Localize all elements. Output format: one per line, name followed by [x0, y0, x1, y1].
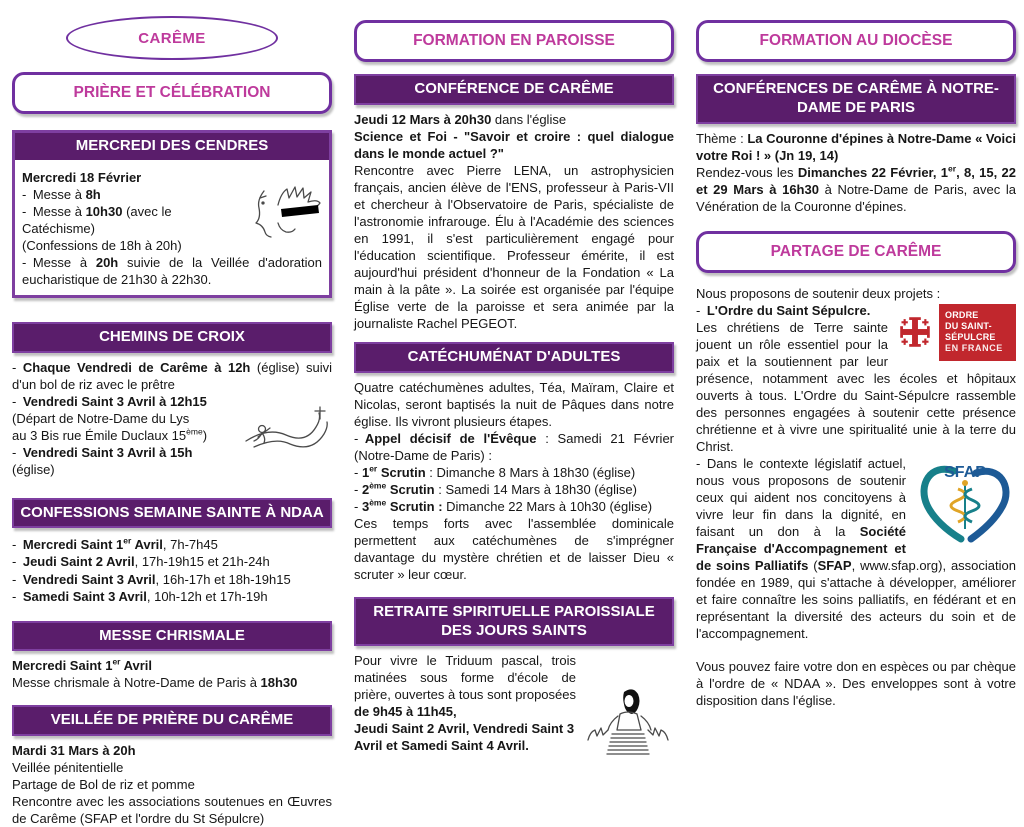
- section-chemins-de-croix: [12, 322, 332, 478]
- section-body: [354, 111, 674, 332]
- section-mercredi-des-cendres: [12, 130, 332, 298]
- text-paragraph-don: Vous pouvez faire votre don en espèces ou par chèque à l'ordre de « NDAA ». Des enveloppes sont à votre disposition dans l'église.: [696, 658, 1016, 708]
- text-line: - 3ème Scrutin : Dimanche 22 Mars à 10h30 (église): [354, 497, 653, 514]
- text-paragraph: Rendez-vous les Dimanches 22 Février, 1er, 8, 15, 22 et 29 Mars à 16h30 à Notre-Dame de Paris, avec la Vénération de la Couronne d'épines.: [696, 163, 1017, 214]
- text-line: - Chaque Vendredi de Carême à 12h (église) suivi d'un bol de riz avec le prêtre: [12, 359, 333, 392]
- text-line: - Jeudi Saint 2 Avril, 17h-19h15 et 21h-24h: [12, 554, 270, 570]
- section-body: [696, 130, 1016, 215]
- text-line: Veillée pénitentielle: [12, 760, 124, 776]
- section-veillee-de-priere: [12, 705, 332, 827]
- text-line: Nous proposons de soutenir deux projets :: [696, 285, 941, 301]
- text-line: Messe chrismale à Notre-Dame de Paris à 18h30: [12, 675, 298, 691]
- text-line: - Samedi Saint 3 Avril, 10h-12h et 17h-19h: [12, 588, 268, 604]
- text-paragraph: Thème : La Couronne d'épines à Notre-Dame « Voici votre Roi ! » (Jn 19, 14): [696, 130, 1017, 163]
- text-line: - Messe à 20h suivie de la Veillée d'adoration eucharistique de 21h30 à 22h30.: [22, 254, 322, 287]
- text-line: Jeudi Saint 2 Avril, Vendredi Saint 3 Avril et Samedi Saint 4 Avril.: [354, 721, 575, 754]
- section-body: [12, 657, 332, 691]
- ordre-logo-line: ORDRE: [945, 309, 979, 320]
- text-paragraph: - Dans le contexte législatif actuel, nous vous proposons de soutenir ceux qui aident nos concitoyens à vivre leur fin dans la dignité, en faisant un don à la Société Française d'Accompagnement et de soins Palliatifs (SFAP, www.sfap.org), association fondée en 1989, qui s'attache à développer, améliorer et faire connaître les soins palliatifs, en fédérant et en représentant la diversité des acteurs du soin et de l'accompagnement.: [696, 455, 1016, 641]
- text-line: - Appel décisif de l'Évêque : Samedi 21 Février (Notre-Dame de Paris) :: [354, 430, 675, 463]
- section-title-mercredi-des-cendres: MERCREDI DES CENDRES: [15, 133, 329, 160]
- text-paragraph: Pour vivre le Triduum pascal, trois matinées sous forme d'école de prière, ouvertes à tous sont proposées de 9h45 à 11h45,: [354, 653, 576, 720]
- section-messe-chrismale: [12, 621, 332, 692]
- banner-priere-et-celebration: PRIÈRE ET CÉLÉBRATION: [12, 72, 332, 114]
- text-line: - L'Ordre du Saint Sépulcre.: [696, 302, 871, 318]
- column-formation-en-paroisse: [354, 6, 674, 827]
- section-title-retraite: RETRAITE SPIRITUELLE PAROISSIALE DES JOURS SAINTS: [354, 597, 674, 647]
- ordre-saint-sepulcre-logo: [896, 304, 1016, 361]
- text-line: Partage de Bol de riz et pomme: [12, 777, 195, 793]
- text-paragraph: Les chrétiens de Terre sainte jouent un rôle essentiel pour la paix et la soutiennent par leur présence, notamment avec les écoles et hôpitaux ouverts à tous. L'Ordre du Saint-Sépulcre rassemble des personnes engagées à soutenir cette présence chrétienne et à vivre une spiritualité unie à la terre du Christ.: [696, 319, 1016, 454]
- text-paragraph: Ces temps forts avec l'assemblée dominicale permettent aux catéchumènes de s'imprégner davantage du mystère chrétien et de laisser Dieu « scruter » leur cœur.: [354, 515, 674, 582]
- column-priere-et-celebration: [12, 6, 332, 827]
- section-title-chemins-de-croix: CHEMINS DE CROIX: [12, 322, 332, 353]
- sfap-heart-logo: [914, 455, 1016, 547]
- text-line: - Vendredi Saint 3 Avril à 15h (église): [12, 444, 193, 477]
- section-body: [15, 166, 329, 295]
- prayer-school-illustration: [582, 688, 674, 760]
- careme-oval-badge: [66, 16, 278, 60]
- section-retraite-spirituelle: [354, 597, 674, 755]
- section-body: [12, 742, 332, 827]
- text-line: Mardi 31 Mars à 20h: [12, 743, 136, 759]
- sfap-logo-label: SFAP: [944, 463, 986, 481]
- column-formation-au-diocese: [696, 6, 1016, 827]
- section-body: [354, 652, 674, 754]
- ordre-logo-line: SÉPULCRE: [945, 332, 996, 343]
- ordre-logo-line: DU SAINT-: [945, 320, 992, 331]
- text-line: - 1er Scrutin : Dimanche 8 Mars à 18h30 (église): [354, 463, 636, 480]
- section-conference-de-careme: [354, 74, 674, 332]
- banner-formation-au-diocese: FORMATION AU DIOCÈSE: [696, 20, 1016, 62]
- text-line: - Messe à 10h30 (avec le Catéchisme): [22, 203, 172, 236]
- text-line: Science et Foi - "Savoir et croire : quel dialogue dans le monde actuel ?": [354, 128, 674, 161]
- banner-partage-de-careme: PARTAGE DE CARÊME: [696, 231, 1016, 273]
- ordre-logo-line: EN FRANCE: [945, 343, 1003, 354]
- section-body: [354, 379, 674, 583]
- text-paragraph: Rencontre avec Pierre LENA, un astrophysicien français, ancien élève de l'ENS, professeur à Paris-VII et chercheur à l'Observatoire de Paris, spécialiste de l'astronomie infrarouge. Élu à l'Académie des sciences en 1991, il s'est particulièrement engagé pour l'éducation scientifique. Professeur émérite, il est aujourd'hui président d'honneur de la Fondation « La main à la pâte ». La soirée est organisée par l'équipe Église verte de la paroisse et sera animée par la journaliste Rachel PEGEOT.: [354, 162, 674, 331]
- banner-formation-en-paroisse: FORMATION EN PAROISSE: [354, 20, 674, 62]
- text-line: Mercredi 18 Février: [22, 169, 142, 185]
- ash-cross-forehead-illustration: [248, 183, 322, 241]
- text-line: (Départ de Notre-Dame du Lys: [12, 410, 190, 426]
- way-of-the-cross-illustration: [240, 397, 332, 449]
- text-line: - Vendredi Saint 3 Avril, 16h-17h et 18h-19h15: [12, 571, 291, 587]
- text-line: (Confessions de 18h à 20h): [22, 237, 182, 253]
- section-partage-body: [696, 285, 1016, 709]
- section-conferences-notre-dame: [696, 74, 1016, 215]
- section-title-conferences-nd: CONFÉRENCES DE CARÊME À NOTRE-DAME DE PARIS: [696, 74, 1016, 124]
- careme-badge-label: CARÊME: [138, 29, 206, 47]
- text-line: - Mercredi Saint 1er Avril, 7h-7h45: [12, 536, 218, 553]
- text-paragraph: Quatre catéchumènes adultes, Téa, Maïram, Claire et Nicolas, seront baptisés la nuit de Pâques dans notre église. Ils vivront plusieurs étapes.: [354, 379, 674, 429]
- section-catechumenat-adultes: [354, 342, 674, 583]
- text-line: au 3 Bis rue Émile Duclaux 15ème): [12, 426, 208, 443]
- section-title-veillee: VEILLÉE DE PRIÈRE DU CARÊME: [12, 705, 332, 736]
- section-body: [12, 536, 332, 604]
- section-body: [12, 359, 332, 478]
- section-confessions-semaine-sainte: [12, 498, 332, 605]
- text-line: Jeudi 12 Mars à 20h30 dans l'église: [354, 111, 567, 127]
- ordre-logo-textbox: [939, 304, 1016, 361]
- section-title-confessions: CONFESSIONS SEMAINE SAINTE À NDAA: [12, 498, 332, 529]
- text-line: Rencontre avec les associations soutenues en Œuvres de Carême (SFAP et l'ordre du St Sépulcre): [12, 794, 332, 827]
- section-title-messe-chrismale: MESSE CHRISMALE: [12, 621, 332, 652]
- text-line: - 2ème Scrutin : Samedi 14 Mars à 18h30 (église): [354, 480, 637, 497]
- text-line: - Messe à 8h: [22, 186, 101, 202]
- section-title-catechumenat: CATÉCHUMÉNAT D'ADULTES: [354, 342, 674, 373]
- text-line: - Vendredi Saint 3 Avril à 12h15: [12, 393, 207, 409]
- text-line: Mercredi Saint 1er Avril: [12, 656, 153, 674]
- section-title-conference: CONFÉRENCE DE CARÊME: [354, 74, 674, 105]
- jerusalem-cross-icon: [896, 313, 934, 351]
